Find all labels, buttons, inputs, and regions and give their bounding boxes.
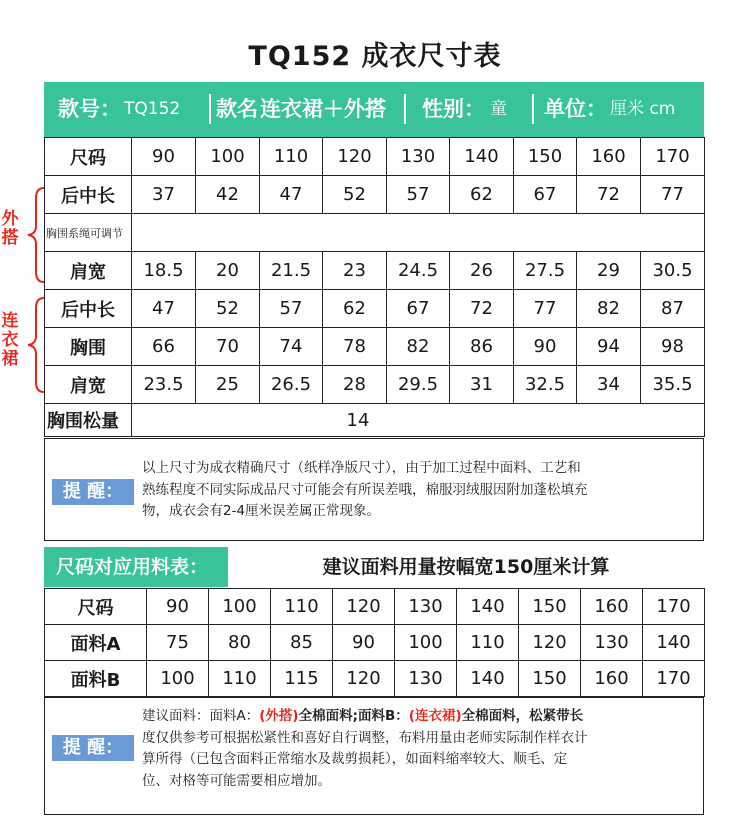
table-cell: 62 [323, 290, 387, 328]
chest-adjustable-note: 胸围系绳可调节 [45, 214, 132, 252]
note-line [142, 706, 702, 728]
ease-label: 胸围松量 [45, 404, 132, 437]
jacket-side-label [0, 210, 20, 248]
size-cell: 150 [519, 589, 581, 625]
note-badge: 提 醒： [52, 479, 134, 505]
table-cell: 74 [260, 328, 323, 366]
size-cell: 100 [209, 589, 271, 625]
table-cell: 25 [196, 366, 260, 404]
table-cell: 87 [641, 290, 705, 328]
note-line: 算所得（已包含面料正常缩水及裁剪损耗），如面料缩率较大、顺毛、定 [142, 751, 568, 767]
table-cell: 110 [209, 661, 271, 697]
row-label: 肩宽 [45, 366, 132, 404]
size-cell: 120 [333, 589, 395, 625]
table-cell: 85 [271, 625, 333, 661]
table-cell: 62 [450, 176, 514, 214]
fabric-note-text [142, 706, 702, 792]
table-cell: 24.5 [387, 252, 450, 290]
table-cell: 29.5 [387, 366, 450, 404]
table-cell: 140 [643, 625, 705, 661]
ease-value: 14 [132, 404, 705, 437]
table-cell: 75 [147, 625, 209, 661]
table-cell: 30.5 [641, 252, 705, 290]
table-cell: 78 [323, 328, 387, 366]
size-cell: 110 [260, 138, 323, 176]
spec-header-bar [44, 82, 704, 137]
table-cell: 100 [147, 661, 209, 697]
table-cell: 67 [387, 290, 450, 328]
size-cell: 100 [196, 138, 260, 176]
fabric-b-row [45, 661, 705, 697]
dress-chest-row [45, 328, 705, 366]
table-cell: 100 [395, 625, 457, 661]
row-label: 肩宽 [45, 252, 132, 290]
dress-highlight: (连衣裙) [408, 708, 462, 724]
size-header-label: 尺码 [45, 138, 132, 176]
jacket-chest-row [45, 214, 705, 252]
size-cell: 170 [641, 138, 705, 176]
note-line: 度仅供参考可根据松紧性和喜好自行调整，布料用量由老师实际制作样衣计 [142, 729, 588, 746]
table-cell: 130 [581, 625, 643, 661]
row-label: 后中长 [45, 176, 132, 214]
table-cell: 57 [387, 176, 450, 214]
table-cell: 72 [577, 176, 641, 214]
size-cell: 140 [457, 589, 519, 625]
table-cell [132, 214, 196, 252]
table-cell: 70 [196, 328, 260, 366]
table-cell: 23.5 [132, 366, 196, 404]
fabric-section-title: 尺码对应用料表： [44, 547, 228, 587]
table-cell: 26 [450, 252, 514, 290]
table-cell: 52 [196, 290, 260, 328]
table-cell: 98 [641, 328, 705, 366]
jacket-shoulder-row [45, 252, 705, 290]
table-cell: 77 [514, 290, 577, 328]
size-note-text [142, 458, 702, 523]
table-cell: 94 [577, 328, 641, 366]
table-cell: 110 [457, 625, 519, 661]
table-cell: 72 [450, 290, 514, 328]
table-cell: 150 [519, 661, 581, 697]
row-label: 后中长 [45, 290, 132, 328]
size-cell: 120 [323, 138, 387, 176]
table-cell: 90 [514, 328, 577, 366]
table-cell: 115 [271, 661, 333, 697]
jacket-highlight: (外搭) [259, 708, 299, 724]
dress-shoulder-row [45, 366, 705, 404]
table-cell: 82 [387, 328, 450, 366]
size-cell: 90 [132, 138, 196, 176]
table-cell: 42 [196, 176, 260, 214]
size-cell: 170 [643, 589, 705, 625]
table-cell: 28 [323, 366, 387, 404]
table-cell: 26.5 [260, 366, 323, 404]
table-cell: 82 [577, 290, 641, 328]
table-cell: 32.5 [514, 366, 577, 404]
table-cell: 80 [209, 625, 271, 661]
gender-value: 童 [490, 99, 507, 119]
size-cell: 160 [581, 589, 643, 625]
table-cell [196, 214, 705, 252]
gender-label: 性别： [422, 97, 485, 121]
note-line: 物，成衣会有2-4厘米误差属正常现象。 [142, 503, 381, 519]
note-line: 以上尺寸为成衣精确尺寸（纸样净版尺寸），由于加工过程中面料、工艺和 [142, 460, 581, 476]
table-cell: 120 [333, 661, 395, 697]
size-cell: 130 [387, 138, 450, 176]
table-cell: 29 [577, 252, 641, 290]
fabric-size-row [45, 589, 705, 625]
note-text: 建议面料：面料A： [142, 708, 260, 724]
table-cell: 47 [260, 176, 323, 214]
table-cell: 52 [323, 176, 387, 214]
table-cell: 140 [457, 661, 519, 697]
page-title: TQ152 成衣尺寸表 [248, 41, 502, 72]
table-cell: 47 [132, 290, 196, 328]
table-cell: 90 [333, 625, 395, 661]
dress-label-text: 连 衣 裙 [1, 311, 19, 369]
table-cell: 23 [323, 252, 387, 290]
fabric-size-label: 尺码 [45, 589, 147, 625]
size-cell: 160 [577, 138, 641, 176]
table-cell: 21.5 [260, 252, 323, 290]
note-text: 全棉面料，松紧带长 [461, 708, 584, 724]
header-divider [532, 94, 534, 124]
table-cell: 130 [395, 661, 457, 697]
dress-back-length-row [45, 290, 705, 328]
table-cell: 77 [641, 176, 705, 214]
dress-side-label [0, 312, 20, 369]
fabric-section-subtitle: 建议面料用量按幅宽150厘米计算 [322, 556, 610, 578]
table-cell: 57 [260, 290, 323, 328]
jacket-back-length-row [45, 176, 705, 214]
unit-value: 厘米 cm [610, 99, 676, 119]
table-cell: 170 [643, 661, 705, 697]
table-cell: 86 [450, 328, 514, 366]
chest-ease-row [45, 404, 705, 437]
row-label: 面料B [45, 661, 147, 697]
table-cell: 18.5 [132, 252, 196, 290]
table-cell: 20 [196, 252, 260, 290]
note-line: 位、对格等可能需要相应增加。 [142, 772, 331, 789]
table-cell: 160 [581, 661, 643, 697]
fabric-table [44, 588, 705, 697]
jacket-label-text: 外 搭 [1, 209, 19, 248]
style-no-value: TQ152 [124, 99, 181, 119]
size-cell: 90 [147, 589, 209, 625]
table-cell: 35.5 [641, 366, 705, 404]
row-label: 面料A [45, 625, 147, 661]
size-table [44, 137, 705, 437]
table-cell: 37 [132, 176, 196, 214]
table-cell: 31 [450, 366, 514, 404]
note-badge: 提 醒： [52, 735, 134, 761]
table-cell: 67 [514, 176, 577, 214]
table-cell: 120 [519, 625, 581, 661]
size-cell: 150 [514, 138, 577, 176]
table-cell: 27.5 [514, 252, 577, 290]
header-divider [209, 94, 211, 124]
row-label: 胸围 [45, 328, 132, 366]
unit-label: 单位： [544, 97, 607, 121]
table-cell: 66 [132, 328, 196, 366]
fabric-a-row [45, 625, 705, 661]
table-cell: 34 [577, 366, 641, 404]
size-cell: 130 [395, 589, 457, 625]
size-cell: 110 [271, 589, 333, 625]
size-cell: 140 [450, 138, 514, 176]
style-name-value: 连衣裙＋外搭 [260, 97, 386, 121]
size-row [45, 138, 705, 176]
note-text: 全棉面料;面料B： [298, 708, 409, 724]
header-divider [404, 94, 406, 124]
style-no-label: 款号： [58, 97, 121, 121]
note-line: 熟练程度不同实际成品尺寸可能会有所误差哦，棉服羽绒服因附加蓬松填充 [142, 481, 588, 498]
style-name-label: 款名 [216, 97, 258, 121]
